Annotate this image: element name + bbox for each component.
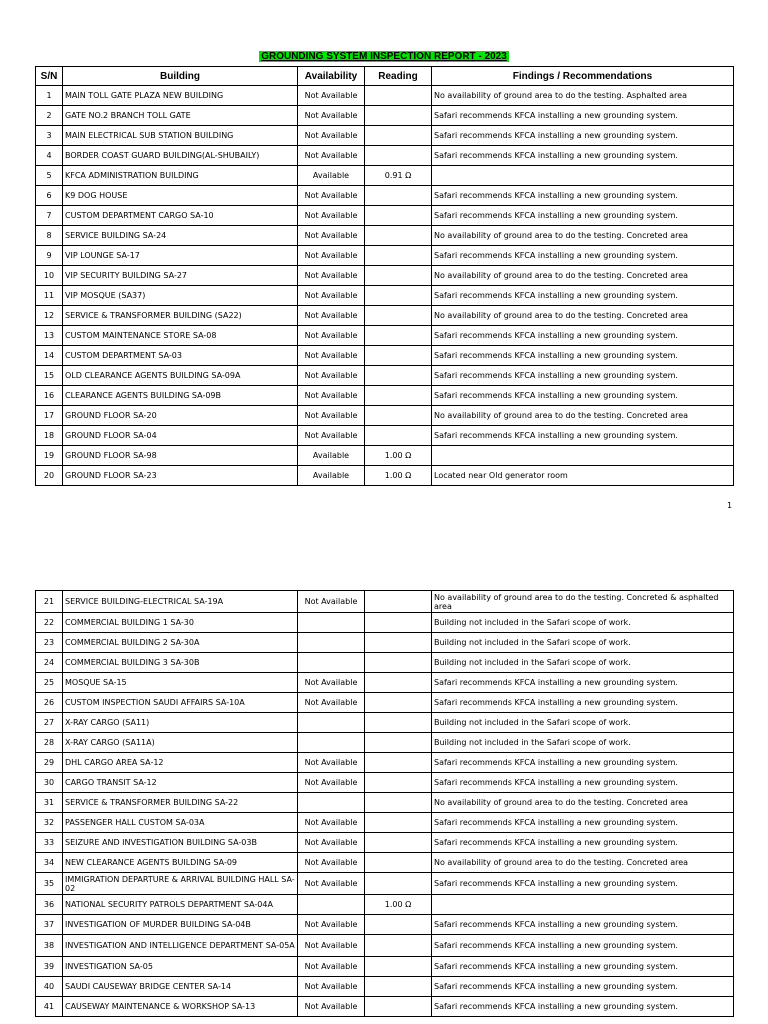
cell-reading — [365, 386, 432, 406]
cell-building: VIP MOSQUE (SA37) — [63, 286, 298, 306]
table-row — [36, 873, 734, 895]
cell-building: X-RAY CARGO (SA11A) — [63, 733, 298, 753]
cell-availability: Not Available — [298, 773, 365, 793]
cell-findings: Safari recommends KFCA installing a new grounding system. — [432, 997, 734, 1017]
cell-reading — [365, 977, 432, 997]
cell-sn: 18 — [36, 426, 63, 446]
cell-availability: Not Available — [298, 306, 365, 326]
cell-building: SERVICE & TRANSFORMER BUILDING (SA22) — [63, 306, 298, 326]
cell-reading — [365, 653, 432, 673]
cell-sn: 10 — [36, 266, 63, 286]
cell-availability: Not Available — [298, 977, 365, 997]
cell-sn: 32 — [36, 813, 63, 833]
cell-reading — [365, 773, 432, 793]
cell-availability: Not Available — [298, 106, 365, 126]
cell-sn: 29 — [36, 753, 63, 773]
cell-building: SAUDI CAUSEWAY BRIDGE CENTER SA-14 — [63, 977, 298, 997]
cell-findings — [432, 895, 734, 915]
cell-availability: Not Available — [298, 346, 365, 366]
table-row — [36, 613, 734, 633]
cell-findings: Safari recommends KFCA installing a new grounding system. — [432, 106, 734, 126]
cell-reading — [365, 226, 432, 246]
cell-findings: No availability of ground area to do the testing. Concreted area — [432, 793, 734, 813]
cell-building: IMMIGRATION DEPARTURE & ARRIVAL BUILDING HALL SA-02 — [63, 873, 298, 895]
cell-availability: Not Available — [298, 326, 365, 346]
table-row — [36, 693, 734, 713]
cell-reading — [365, 833, 432, 853]
cell-building: INVESTIGATION SA-05 — [63, 957, 298, 977]
cell-building: GROUND FLOOR SA-98 — [63, 446, 298, 466]
table-row — [36, 977, 734, 997]
cell-building: COMMERCIAL BUILDING 2 SA-30A — [63, 633, 298, 653]
table-row — [36, 446, 734, 466]
cell-reading — [365, 266, 432, 286]
cell-reading — [365, 106, 432, 126]
report-title: GROUNDING SYSTEM INSPECTION REPORT - 2023 — [261, 51, 507, 62]
cell-sn: 12 — [36, 306, 63, 326]
cell-availability: Not Available — [298, 853, 365, 873]
header-reading: Reading — [365, 67, 432, 86]
cell-availability: Not Available — [298, 873, 365, 895]
cell-availability: Not Available — [298, 693, 365, 713]
cell-reading — [365, 693, 432, 713]
cell-availability: Not Available — [298, 997, 365, 1017]
cell-sn: 37 — [36, 915, 63, 935]
cell-findings: Safari recommends KFCA installing a new grounding system. — [432, 957, 734, 977]
cell-reading — [365, 426, 432, 446]
cell-availability: Available — [298, 166, 365, 186]
cell-availability: Not Available — [298, 753, 365, 773]
cell-sn: 2 — [36, 106, 63, 126]
cell-reading — [365, 853, 432, 873]
cell-reading — [365, 246, 432, 266]
cell-findings: Safari recommends KFCA installing a new grounding system. — [432, 833, 734, 853]
cell-sn: 1 — [36, 86, 63, 106]
cell-reading — [365, 753, 432, 773]
table-row — [36, 466, 734, 486]
cell-building: MAIN ELECTRICAL SUB STATION BUILDING — [63, 126, 298, 146]
cell-building: MAIN TOLL GATE PLAZA NEW BUILDING — [63, 86, 298, 106]
cell-availability: Not Available — [298, 813, 365, 833]
cell-availability: Not Available — [298, 86, 365, 106]
cell-building: KFCA ADMINISTRATION BUILDING — [63, 166, 298, 186]
cell-findings — [432, 166, 734, 186]
cell-sn: 16 — [36, 386, 63, 406]
cell-building: CUSTOM INSPECTION SAUDI AFFAIRS SA-10A — [63, 693, 298, 713]
cell-sn: 13 — [36, 326, 63, 346]
cell-findings: Safari recommends KFCA installing a new grounding system. — [432, 326, 734, 346]
cell-sn: 11 — [36, 286, 63, 306]
table-row — [36, 793, 734, 813]
cell-building: VIP LOUNGE SA-17 — [63, 246, 298, 266]
cell-building: VIP SECURITY BUILDING SA-27 — [63, 266, 298, 286]
cell-availability: Not Available — [298, 186, 365, 206]
cell-building: BORDER COAST GUARD BUILDING(AL-SHUBAILY) — [63, 146, 298, 166]
table-row — [36, 895, 734, 915]
cell-building: SERVICE & TRANSFORMER BUILDING SA-22 — [63, 793, 298, 813]
table-row — [36, 833, 734, 853]
table-row — [36, 733, 734, 753]
cell-findings: Safari recommends KFCA installing a new grounding system. — [432, 426, 734, 446]
cell-sn: 36 — [36, 895, 63, 915]
cell-building: SERVICE BUILDING-ELECTRICAL SA-19A — [63, 591, 298, 613]
table-row — [36, 753, 734, 773]
table-row — [36, 591, 734, 613]
table-header-row — [36, 67, 734, 86]
cell-reading — [365, 206, 432, 226]
cell-building: CUSTOM DEPARTMENT CARGO SA-10 — [63, 206, 298, 226]
cell-building: GROUND FLOOR SA-23 — [63, 466, 298, 486]
cell-findings: Building not included in the Safari scope of work. — [432, 633, 734, 653]
cell-findings: No availability of ground area to do the testing. Concreted area — [432, 406, 734, 426]
cell-availability: Not Available — [298, 833, 365, 853]
cell-building: COMMERCIAL BUILDING 3 SA-30B — [63, 653, 298, 673]
cell-sn: 6 — [36, 186, 63, 206]
cell-findings: Building not included in the Safari scope of work. — [432, 713, 734, 733]
cell-sn: 27 — [36, 713, 63, 733]
cell-availability: Not Available — [298, 957, 365, 977]
cell-reading — [365, 306, 432, 326]
cell-findings: No availability of ground area to do the testing. Concreted area — [432, 266, 734, 286]
cell-findings: Safari recommends KFCA installing a new grounding system. — [432, 977, 734, 997]
cell-reading — [365, 713, 432, 733]
cell-findings: Safari recommends KFCA installing a new grounding system. — [432, 935, 734, 957]
cell-findings: Safari recommends KFCA installing a new grounding system. — [432, 246, 734, 266]
cell-findings: Safari recommends KFCA installing a new grounding system. — [432, 126, 734, 146]
cell-findings: Safari recommends KFCA installing a new grounding system. — [432, 873, 734, 895]
cell-findings: Safari recommends KFCA installing a new grounding system. — [432, 146, 734, 166]
cell-reading — [365, 873, 432, 895]
table-row — [36, 146, 734, 166]
table-row — [36, 853, 734, 873]
cell-reading: 1.00 Ω — [365, 446, 432, 466]
cell-availability: Not Available — [298, 206, 365, 226]
cell-availability — [298, 613, 365, 633]
table-row — [36, 673, 734, 693]
table-row — [36, 106, 734, 126]
cell-availability: Available — [298, 466, 365, 486]
cell-findings: No availability of ground area to do the testing. Concreted area — [432, 853, 734, 873]
cell-availability: Not Available — [298, 266, 365, 286]
table-row — [36, 386, 734, 406]
cell-reading — [365, 793, 432, 813]
cell-sn: 31 — [36, 793, 63, 813]
table-row — [36, 713, 734, 733]
cell-availability: Not Available — [298, 126, 365, 146]
cell-availability: Not Available — [298, 246, 365, 266]
cell-reading: 0.91 Ω — [365, 166, 432, 186]
table-row — [36, 426, 734, 446]
cell-building: OLD CLEARANCE AGENTS BUILDING SA-09A — [63, 366, 298, 386]
cell-availability — [298, 653, 365, 673]
cell-sn: 40 — [36, 977, 63, 997]
report-title-wrap — [0, 44, 768, 63]
cell-building: NATIONAL SECURITY PATROLS DEPARTMENT SA-04A — [63, 895, 298, 915]
cell-reading — [365, 146, 432, 166]
table-row — [36, 915, 734, 935]
cell-building: GROUND FLOOR SA-04 — [63, 426, 298, 446]
cell-sn: 22 — [36, 613, 63, 633]
cell-building: GATE NO.2 BRANCH TOLL GATE — [63, 106, 298, 126]
inspection-table-page-2 — [35, 590, 734, 1017]
cell-reading — [365, 813, 432, 833]
table-row — [36, 86, 734, 106]
cell-sn: 24 — [36, 653, 63, 673]
cell-findings: Located near Old generator room — [432, 466, 734, 486]
cell-building: GROUND FLOOR SA-20 — [63, 406, 298, 426]
table-row — [36, 773, 734, 793]
table-row — [36, 286, 734, 306]
table-row — [36, 957, 734, 977]
cell-reading — [365, 957, 432, 977]
cell-sn: 4 — [36, 146, 63, 166]
cell-findings: Safari recommends KFCA installing a new grounding system. — [432, 673, 734, 693]
cell-sn: 25 — [36, 673, 63, 693]
cell-findings: Safari recommends KFCA installing a new grounding system. — [432, 186, 734, 206]
cell-availability: Not Available — [298, 286, 365, 306]
cell-reading — [365, 346, 432, 366]
cell-reading — [365, 613, 432, 633]
cell-findings: Safari recommends KFCA installing a new grounding system. — [432, 693, 734, 713]
cell-building: INVESTIGATION OF MURDER BUILDING SA-04B — [63, 915, 298, 935]
cell-building: CUSTOM MAINTENANCE STORE SA-08 — [63, 326, 298, 346]
cell-reading — [365, 673, 432, 693]
cell-sn: 5 — [36, 166, 63, 186]
table-row — [36, 346, 734, 366]
cell-sn: 41 — [36, 997, 63, 1017]
cell-sn: 15 — [36, 366, 63, 386]
page-number: 1 — [727, 501, 733, 510]
cell-availability: Not Available — [298, 366, 365, 386]
cell-building: SEIZURE AND INVESTIGATION BUILDING SA-03B — [63, 833, 298, 853]
cell-availability: Not Available — [298, 426, 365, 446]
cell-findings: No availability of ground area to do the testing. Concreted area — [432, 306, 734, 326]
cell-sn: 34 — [36, 853, 63, 873]
cell-building: COMMERCIAL BUILDING 1 SA-30 — [63, 613, 298, 633]
cell-findings: No availability of ground area to do the testing. Asphalted area — [432, 86, 734, 106]
table-row — [36, 246, 734, 266]
cell-sn: 35 — [36, 873, 63, 895]
table-row — [36, 935, 734, 957]
cell-availability — [298, 633, 365, 653]
table-row — [36, 226, 734, 246]
cell-findings: Safari recommends KFCA installing a new grounding system. — [432, 286, 734, 306]
cell-building: PASSENGER HALL CUSTOM SA-03A — [63, 813, 298, 833]
table-row — [36, 126, 734, 146]
cell-reading — [365, 126, 432, 146]
cell-building: DHL CARGO AREA SA-12 — [63, 753, 298, 773]
cell-reading — [365, 935, 432, 957]
cell-sn: 7 — [36, 206, 63, 226]
cell-sn: 33 — [36, 833, 63, 853]
cell-sn: 21 — [36, 591, 63, 613]
table-row — [36, 813, 734, 833]
cell-sn: 9 — [36, 246, 63, 266]
cell-availability: Not Available — [298, 226, 365, 246]
cell-findings: Safari recommends KFCA installing a new grounding system. — [432, 813, 734, 833]
cell-sn: 38 — [36, 935, 63, 957]
cell-reading — [365, 86, 432, 106]
cell-availability: Available — [298, 446, 365, 466]
cell-availability: Not Available — [298, 935, 365, 957]
cell-reading: 1.00 Ω — [365, 466, 432, 486]
cell-findings: Safari recommends KFCA installing a new grounding system. — [432, 915, 734, 935]
cell-building: MOSQUE SA-15 — [63, 673, 298, 693]
cell-availability — [298, 895, 365, 915]
cell-reading — [365, 997, 432, 1017]
cell-building: CARGO TRANSIT SA-12 — [63, 773, 298, 793]
cell-sn: 19 — [36, 446, 63, 466]
cell-findings: Safari recommends KFCA installing a new grounding system. — [432, 346, 734, 366]
cell-availability: Not Available — [298, 673, 365, 693]
cell-findings — [432, 446, 734, 466]
cell-findings: No availability of ground area to do the testing. Concreted area — [432, 226, 734, 246]
cell-findings: Building not included in the Safari scope of work. — [432, 613, 734, 633]
cell-building: CAUSEWAY MAINTENANCE & WORKSHOP SA-13 — [63, 997, 298, 1017]
cell-sn: 17 — [36, 406, 63, 426]
table-row — [36, 206, 734, 226]
cell-building: INVESTIGATION AND INTELLIGENCE DEPARTMENT SA-05A — [63, 935, 298, 957]
cell-reading — [365, 633, 432, 653]
cell-availability: Not Available — [298, 146, 365, 166]
cell-findings: Safari recommends KFCA installing a new grounding system. — [432, 366, 734, 386]
table-row — [36, 633, 734, 653]
cell-findings: No availability of ground area to do the testing. Concreted & asphalted area — [432, 591, 734, 613]
header-findings: Findings / Recommendations — [432, 67, 734, 86]
table-row — [36, 406, 734, 426]
cell-building: NEW CLEARANCE AGENTS BUILDING SA-09 — [63, 853, 298, 873]
cell-sn: 28 — [36, 733, 63, 753]
cell-building: X-RAY CARGO (SA11) — [63, 713, 298, 733]
cell-findings: Safari recommends KFCA installing a new grounding system. — [432, 206, 734, 226]
cell-reading — [365, 915, 432, 935]
table-row — [36, 366, 734, 386]
cell-availability: Not Available — [298, 591, 365, 613]
cell-findings: Safari recommends KFCA installing a new grounding system. — [432, 386, 734, 406]
cell-sn: 20 — [36, 466, 63, 486]
cell-reading — [365, 406, 432, 426]
cell-reading — [365, 186, 432, 206]
cell-availability — [298, 793, 365, 813]
cell-sn: 8 — [36, 226, 63, 246]
cell-reading — [365, 366, 432, 386]
cell-building: SERVICE BUILDING SA-24 — [63, 226, 298, 246]
table-row — [36, 653, 734, 673]
cell-sn: 26 — [36, 693, 63, 713]
cell-findings: Building not included in the Safari scope of work. — [432, 733, 734, 753]
cell-sn: 30 — [36, 773, 63, 793]
table-row — [36, 166, 734, 186]
cell-findings: Building not included in the Safari scope of work. — [432, 653, 734, 673]
cell-reading — [365, 591, 432, 613]
cell-sn: 23 — [36, 633, 63, 653]
cell-availability — [298, 713, 365, 733]
cell-availability: Not Available — [298, 386, 365, 406]
cell-reading: 1.00 Ω — [365, 895, 432, 915]
cell-sn: 3 — [36, 126, 63, 146]
cell-availability: Not Available — [298, 406, 365, 426]
cell-sn: 14 — [36, 346, 63, 366]
cell-availability: Not Available — [298, 915, 365, 935]
header-sn: S/N — [36, 67, 63, 86]
cell-reading — [365, 286, 432, 306]
cell-sn: 39 — [36, 957, 63, 977]
cell-reading — [365, 326, 432, 346]
table-row — [36, 306, 734, 326]
cell-findings: Safari recommends KFCA installing a new grounding system. — [432, 773, 734, 793]
table-row — [36, 266, 734, 286]
table-row — [36, 326, 734, 346]
cell-availability — [298, 733, 365, 753]
cell-reading — [365, 733, 432, 753]
cell-findings: Safari recommends KFCA installing a new grounding system. — [432, 753, 734, 773]
cell-building: CLEARANCE AGENTS BUILDING SA-09B — [63, 386, 298, 406]
cell-building: CUSTOM DEPARTMENT SA-03 — [63, 346, 298, 366]
inspection-table-page-1 — [35, 66, 734, 486]
header-building: Building — [63, 67, 298, 86]
table-row — [36, 997, 734, 1017]
header-availability: Availability — [298, 67, 365, 86]
table-row — [36, 186, 734, 206]
cell-building: K9 DOG HOUSE — [63, 186, 298, 206]
